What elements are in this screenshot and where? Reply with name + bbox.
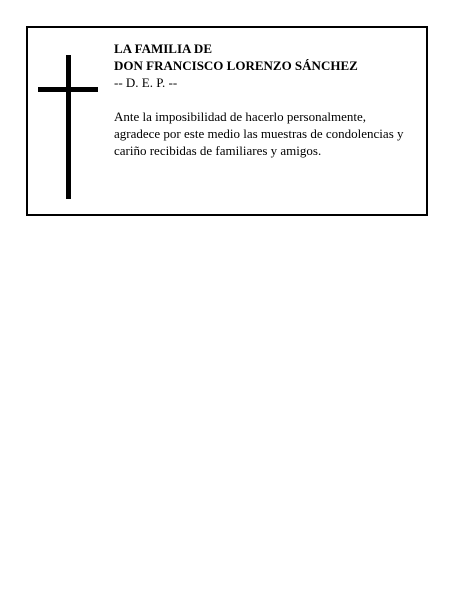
acknowledgement-message	[114, 108, 424, 159]
cross-icon	[38, 55, 98, 199]
cross-vertical-bar	[66, 55, 71, 199]
rip-line: -- D. E. P. --	[114, 75, 178, 90]
obituary-notice	[26, 26, 428, 216]
message-line: agradece por este medio las muestras de condolencias y	[114, 126, 404, 141]
heading-family: LA FAMILIA DE	[114, 41, 212, 56]
message-line: Ante la imposibilidad de hacerlo personalmente,	[114, 109, 366, 124]
heading-deceased-name: DON FRANCISCO LORENZO SÁNCHEZ	[114, 58, 358, 73]
message-line: cariño recibidas de familiares y amigos.	[114, 143, 322, 158]
cross-horizontal-bar	[38, 87, 98, 92]
notice-text	[114, 40, 424, 159]
